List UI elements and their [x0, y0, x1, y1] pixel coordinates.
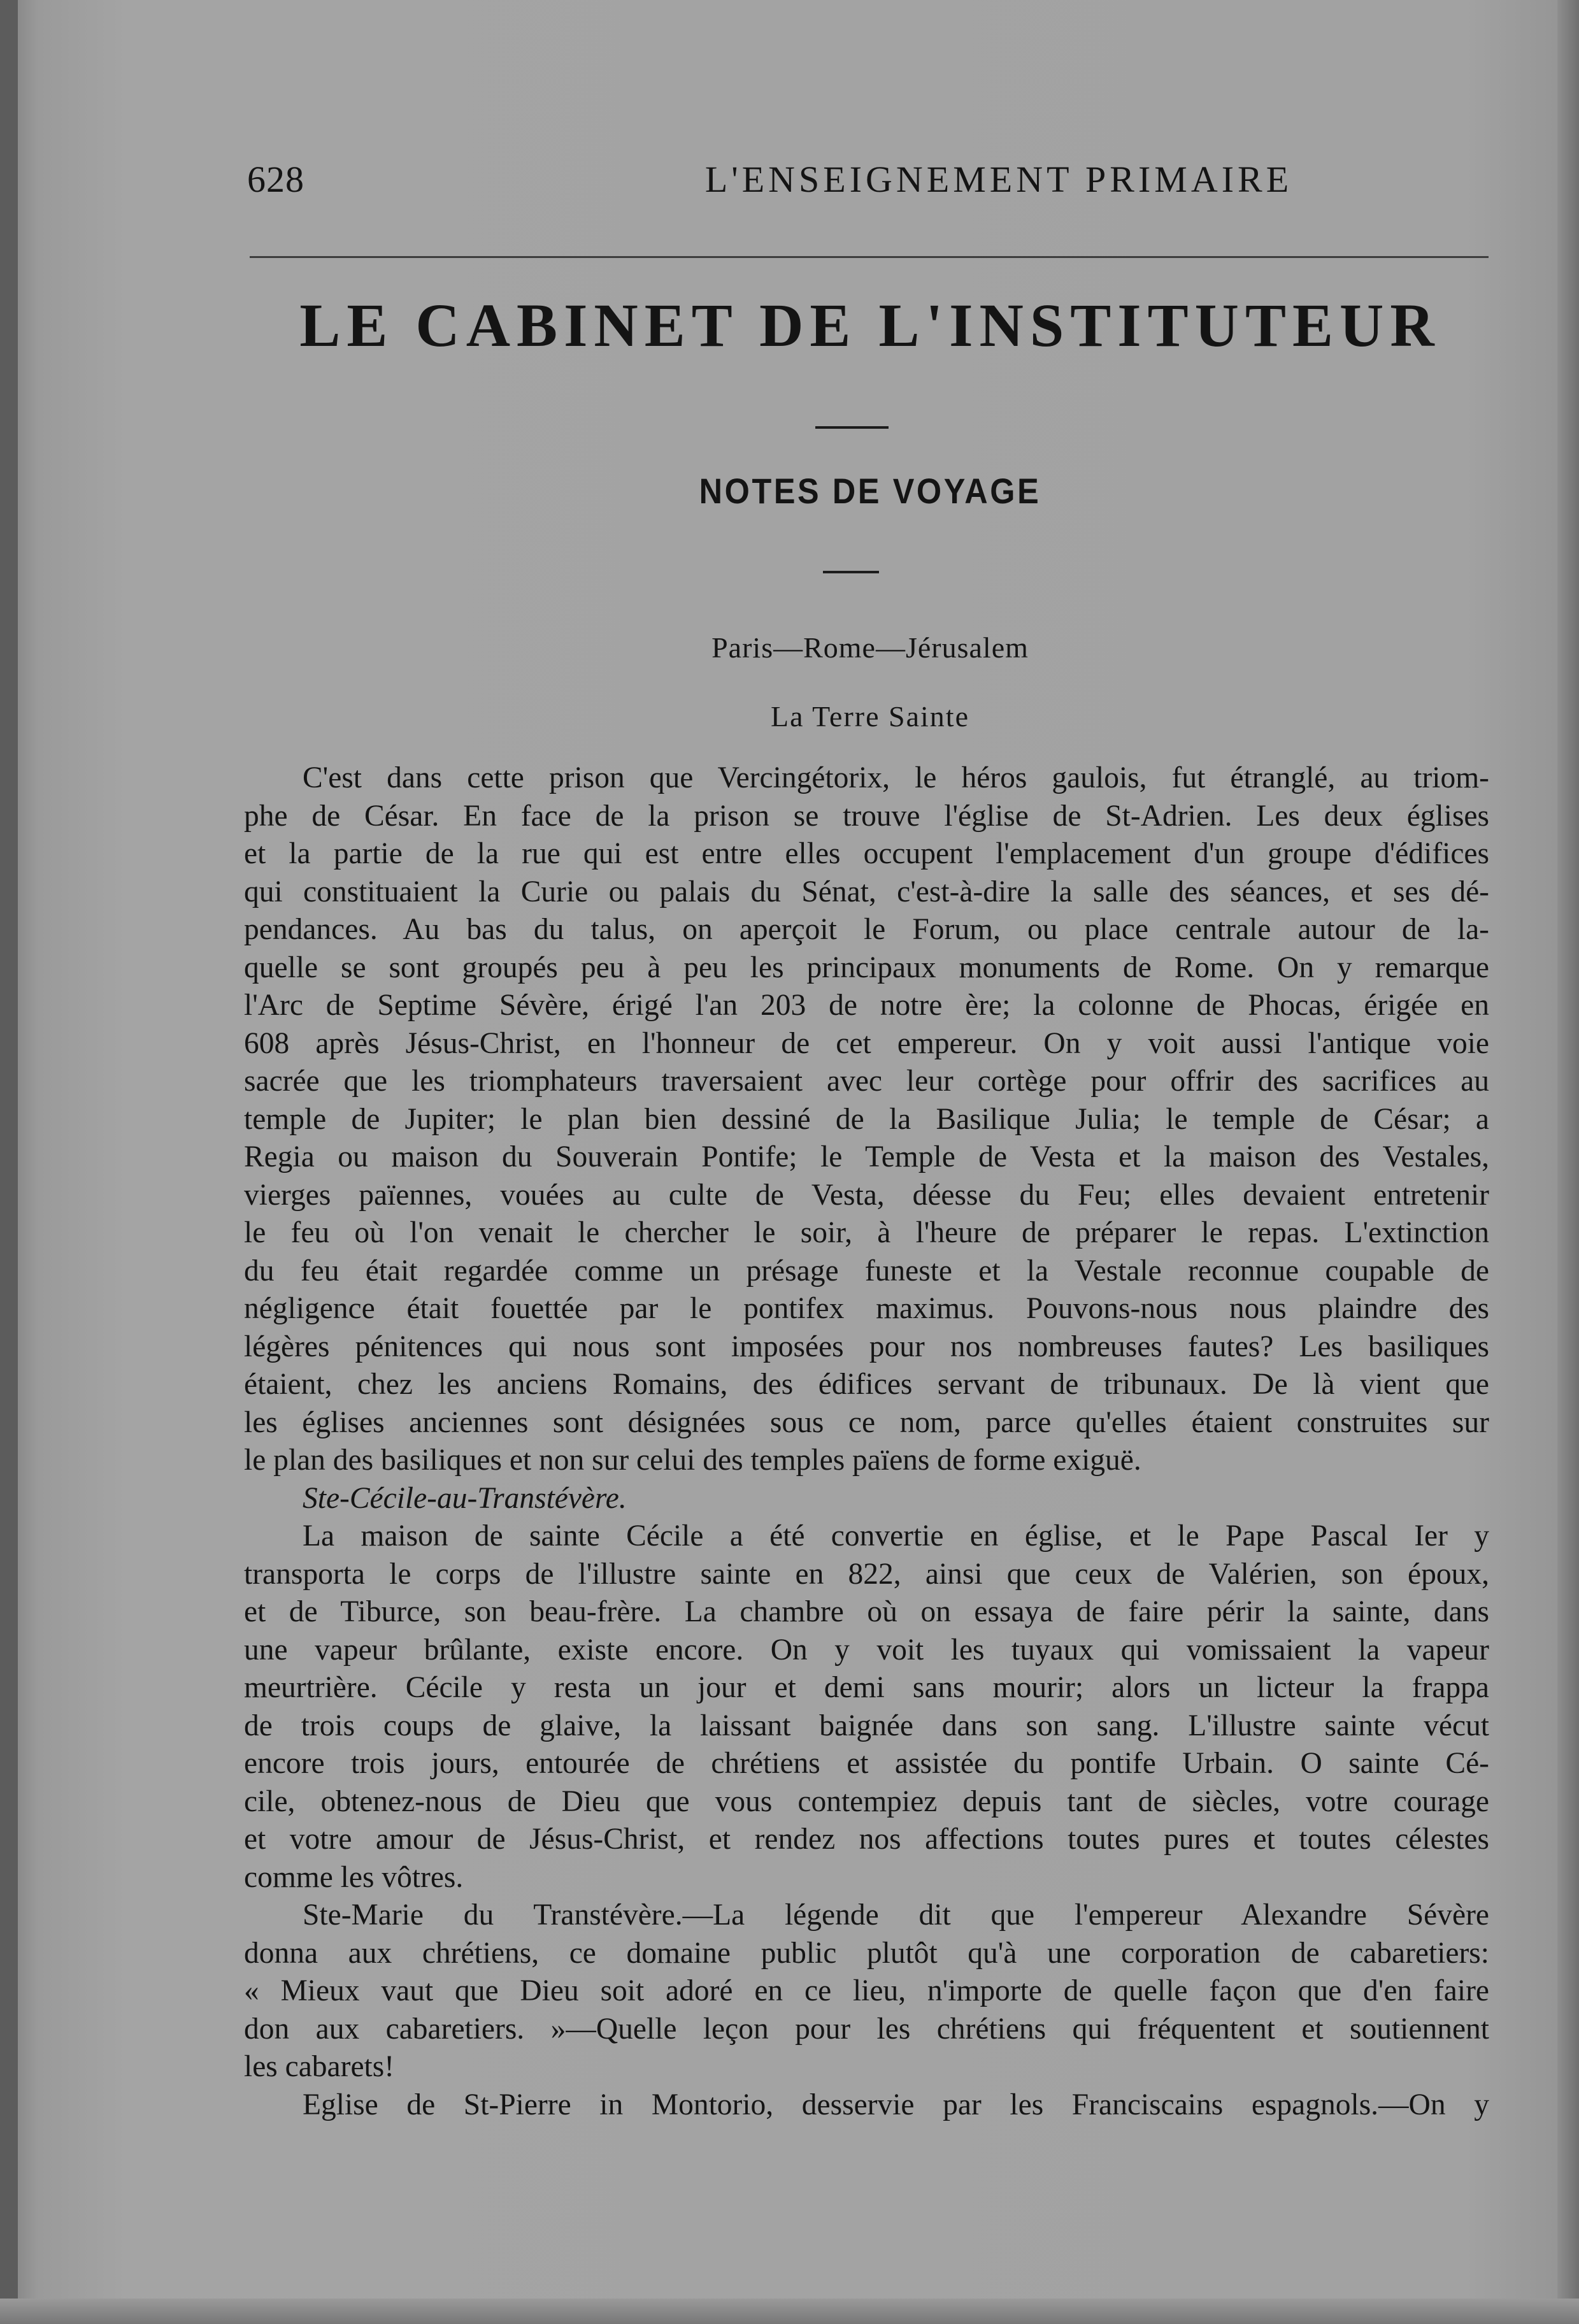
- text-line: transporta le corps de l'illustre sainte en 822, ainsi que ceux de Valérien, son époux,: [244, 1557, 1489, 1591]
- text-line: les églises anciennes sont désignées sous ce nom, parce qu'elles étaient construites sur: [244, 1405, 1489, 1439]
- page-edge-right: [1557, 0, 1579, 2324]
- text-line: meurtrière. Cécile y resta un jour et demi sans mourir; alors un licteur la frappa: [244, 1671, 1489, 1704]
- text-line: cile, obtenez-nous de Dieu que vous contempiez depuis tant de siècles, votre courage: [244, 1784, 1489, 1818]
- article-title: NOTES DE VOYAGE: [699, 471, 1041, 511]
- section-heading-line: Ste-Cécile-au-Transtévère.: [303, 1481, 627, 1515]
- page-edge-bottom: [0, 2299, 1579, 2324]
- text-line: donna aux chrétiens, ce domaine public plutôt qu'à une corporation de cabaretiers:: [244, 1936, 1489, 1970]
- text-line: le plan des basiliques et non sur celui des temples païens de forme exiguë.: [244, 1444, 1141, 1477]
- text-line: légères pénitences qui nous sont imposées pour nos nombreuses fautes? Les basiliques: [244, 1330, 1489, 1363]
- text-line: et de Tiburce, son beau-frère. La chambre où on essaya de faire périr la sainte, dans: [244, 1595, 1489, 1628]
- text-line: comme les vôtres.: [244, 1860, 464, 1894]
- text-line: temple de Jupiter; le plan bien dessiné de la Basilique Julia; le temple de César; a: [244, 1102, 1489, 1136]
- text-line: l'Arc de Septime Sévère, érigé l'an 203 de notre ère; la colonne de Phocas, érigée en: [244, 989, 1489, 1022]
- text-line: C'est dans cette prison que Vercingétorix, le héros gaulois, fut étranglé, au triom-: [303, 761, 1489, 794]
- running-head: [247, 158, 1489, 203]
- text-line: de trois coups de glaive, la laissant baignée dans son sang. L'illustre sainte vécut: [244, 1709, 1489, 1742]
- journal-title: L'ENSEIGNEMENT PRIMAIRE: [704, 159, 1293, 200]
- text-line: Eglise de St-Pierre in Montorio, desservie par les Franciscains espagnols.—On y: [303, 2088, 1489, 2121]
- text-line: pendances. Au bas du talus, on aperçoit le Forum, ou place centrale autour de la-: [244, 913, 1489, 946]
- text-line: 608 après Jésus-Christ, en l'honneur de cet empereur. On y voit aussi l'antique voie: [244, 1026, 1489, 1060]
- page-number: 628: [247, 159, 304, 200]
- region-heading: La Terre Sainte: [770, 700, 970, 733]
- text-line: sacrée que les triomphateurs traversaient avec leur cortège pour offrir des sacrifices au: [244, 1065, 1489, 1098]
- binding-shadow: [0, 0, 18, 2324]
- text-line: phe de César. En face de la prison se trouve l'église de St-Adrien. Les deux églises: [244, 799, 1489, 833]
- text-line: encore trois jours, entourée de chrétiens et assistée du pontife Urbain. O sainte Cé-: [244, 1747, 1489, 1780]
- header-rule: [250, 256, 1489, 258]
- section-title: LE CABINET DE L'INSTITUTEUR: [299, 291, 1441, 359]
- text-line: négligence était fouettée par le pontifex maximus. Pouvons-nous nous plaindre des: [244, 1292, 1489, 1325]
- text-line: Ste-Marie du Transtévère.—La légende dit que l'empereur Alexandre Sévère: [303, 1898, 1489, 1932]
- text-line: et la partie de la rue qui est entre elles occupent l'emplacement d'un groupe d'édifices: [244, 837, 1489, 870]
- text-line: « Mieux vaut que Dieu soit adoré en ce lieu, n'importe de quelle façon que d'en faire: [244, 1974, 1489, 2007]
- text-line: et votre amour de Jésus-Christ, et rendez nos affections toutes pures et toutes célestes: [244, 1823, 1489, 1856]
- title-divider: [815, 426, 889, 429]
- subtitle-divider: [823, 571, 879, 573]
- text-line: don aux cabaretiers. »—Quelle leçon pour les chrétiens qui fréquentent et soutiennent: [244, 2012, 1489, 2046]
- article-body: [244, 759, 1489, 2124]
- text-line: Regia ou maison du Souverain Pontife; le Temple de Vesta et la maison des Vestales,: [244, 1140, 1489, 1173]
- text-line: le feu où l'on venait le chercher le soir, à l'heure de préparer le repas. L'extinction: [244, 1216, 1489, 1249]
- text-line: qui constituaient la Curie ou palais du Sénat, c'est-à-dire la salle des séances, et ses dé-: [244, 875, 1489, 908]
- text-line: les cabarets!: [244, 2050, 395, 2083]
- text-line: vierges païennes, vouées au culte de Vesta, déesse du Feu; elles devaient entretenir: [244, 1178, 1489, 1212]
- text-line: du feu était regardée comme un présage funeste et la Vestale reconnue coupable de: [244, 1254, 1489, 1288]
- text-line: étaient, chez les anciens Romains, des édifices servant de tribunaux. De là vient que: [244, 1368, 1489, 1401]
- text-line: quelle se sont groupés peu à peu les principaux monuments de Rome. On y remarque: [244, 950, 1489, 984]
- text-line: La maison de sainte Cécile a été convertie en église, et le Pape Pascal Ier y: [303, 1519, 1489, 1553]
- text-line: une vapeur brûlante, existe encore. On y voit les tuyaux qui vomissaient la vapeur: [244, 1633, 1489, 1667]
- route-heading: Paris—Rome—Jérusalem: [711, 631, 1029, 664]
